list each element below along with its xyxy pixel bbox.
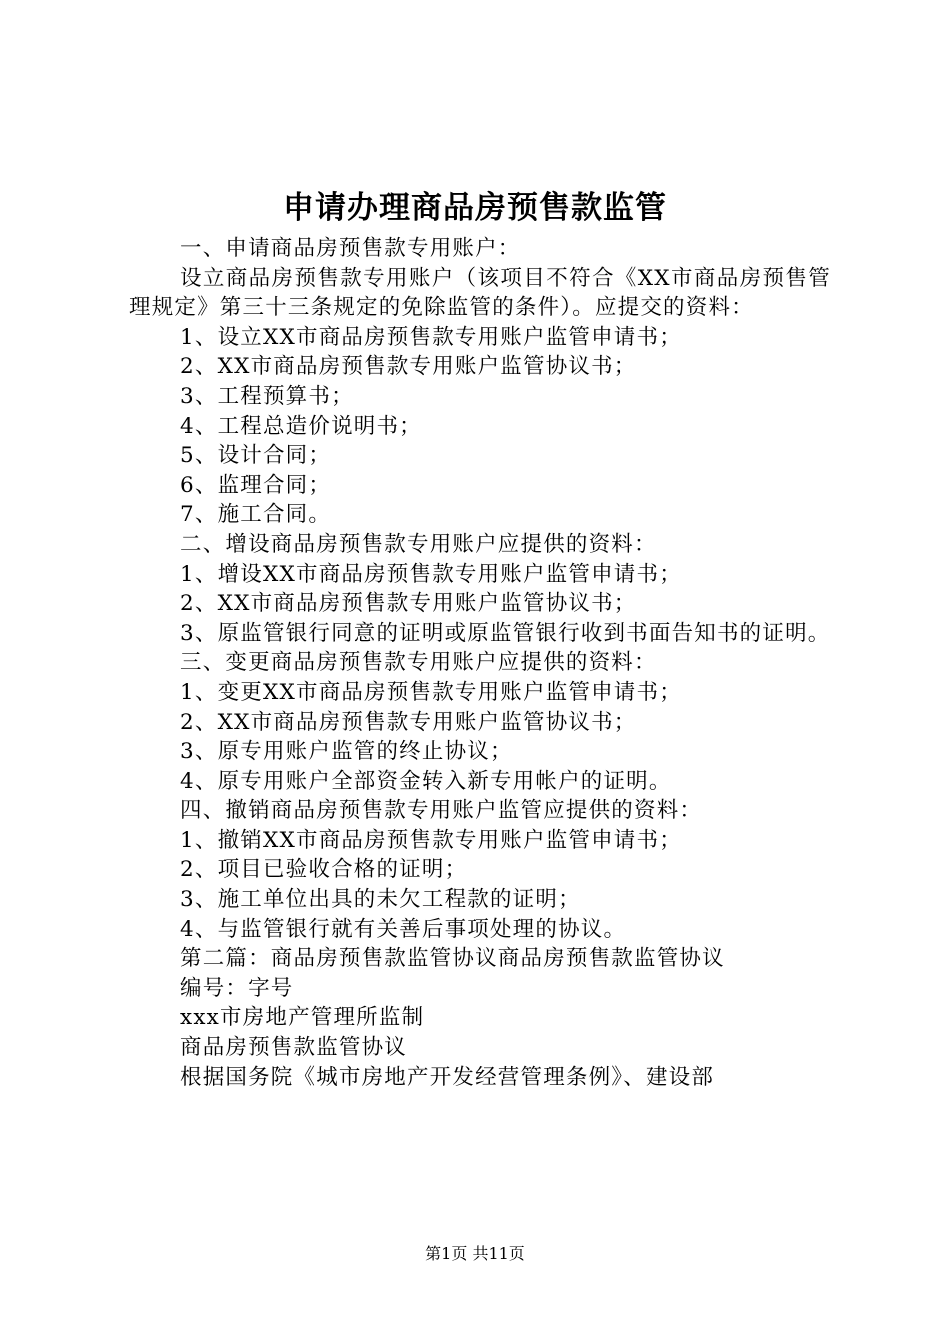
paragraph: 3、原监管银行同意的证明或原监管银行收到书面告知书的证明。 — [180, 620, 831, 646]
paragraph: 设立商品房预售款专用账户（该项目不符合《XX市商品房预售管理规定》第三十三条规定的免除监管的条件）。应提交的资料： — [129, 265, 831, 321]
paragraph: 二、增设商品房预售款专用账户应提供的资料： — [180, 531, 657, 557]
paragraph: 2、XX市商品房预售款专用账户监管协议书； — [180, 591, 637, 617]
paragraph: xxx市房地产管理所监制 — [180, 1005, 425, 1031]
paragraph: 3、原专用账户监管的终止协议； — [180, 739, 513, 765]
paragraph: 1、设立XX市商品房预售款专用账户监管申请书； — [180, 324, 682, 350]
paragraph: 2、XX市商品房预售款专用账户监管协议书； — [180, 709, 637, 735]
paragraph: 1、撤销XX市商品房预售款专用账户监管申请书； — [180, 827, 682, 853]
paragraph: 1、变更XX市商品房预售款专用账户监管申请书； — [180, 679, 682, 705]
paragraph: 根据国务院《城市房地产开发经营管理条例》、建设部 — [180, 1064, 715, 1090]
paragraph: 7、施工合同。 — [180, 502, 332, 528]
document-body — [129, 234, 831, 1092]
paragraph: 三、变更商品房预售款专用账户应提供的资料： — [180, 650, 657, 676]
paragraph: 1、增设XX市商品房预售款专用账户监管申请书； — [180, 561, 682, 587]
paragraph: 4、原专用账户全部资金转入新专用帐户的证明。 — [180, 768, 672, 794]
paragraph: 第二篇：商品房预售款监管协议商品房预售款监管协议 — [180, 946, 725, 972]
document-title: 申请办理商品房预售款监管 — [283, 190, 667, 226]
paragraph: 四、撤销商品房预售款专用账户监管应提供的资料： — [180, 798, 703, 824]
paragraph: 4、工程总造价说明书； — [180, 413, 422, 439]
paragraph: 6、监理合同； — [180, 472, 332, 498]
paragraph: 编号：字号 — [180, 975, 294, 1001]
paragraph: 2、XX市商品房预售款专用账户监管协议书； — [180, 354, 637, 380]
paragraph: 2、项目已验收合格的证明； — [180, 857, 468, 883]
paragraph: 商品房预售款监管协议 — [180, 1035, 408, 1061]
page-footer: 第1页 共11页 — [425, 1244, 525, 1263]
paragraph: 5、设计合同； — [180, 443, 332, 469]
paragraph: 3、施工单位出具的未欠工程款的证明； — [180, 887, 581, 913]
paragraph: 一、申请商品房预售款专用账户： — [180, 236, 521, 261]
paragraph: 4、与监管银行就有关善后事项处理的协议。 — [180, 916, 627, 942]
paragraph: 3、工程预算书； — [180, 383, 354, 409]
